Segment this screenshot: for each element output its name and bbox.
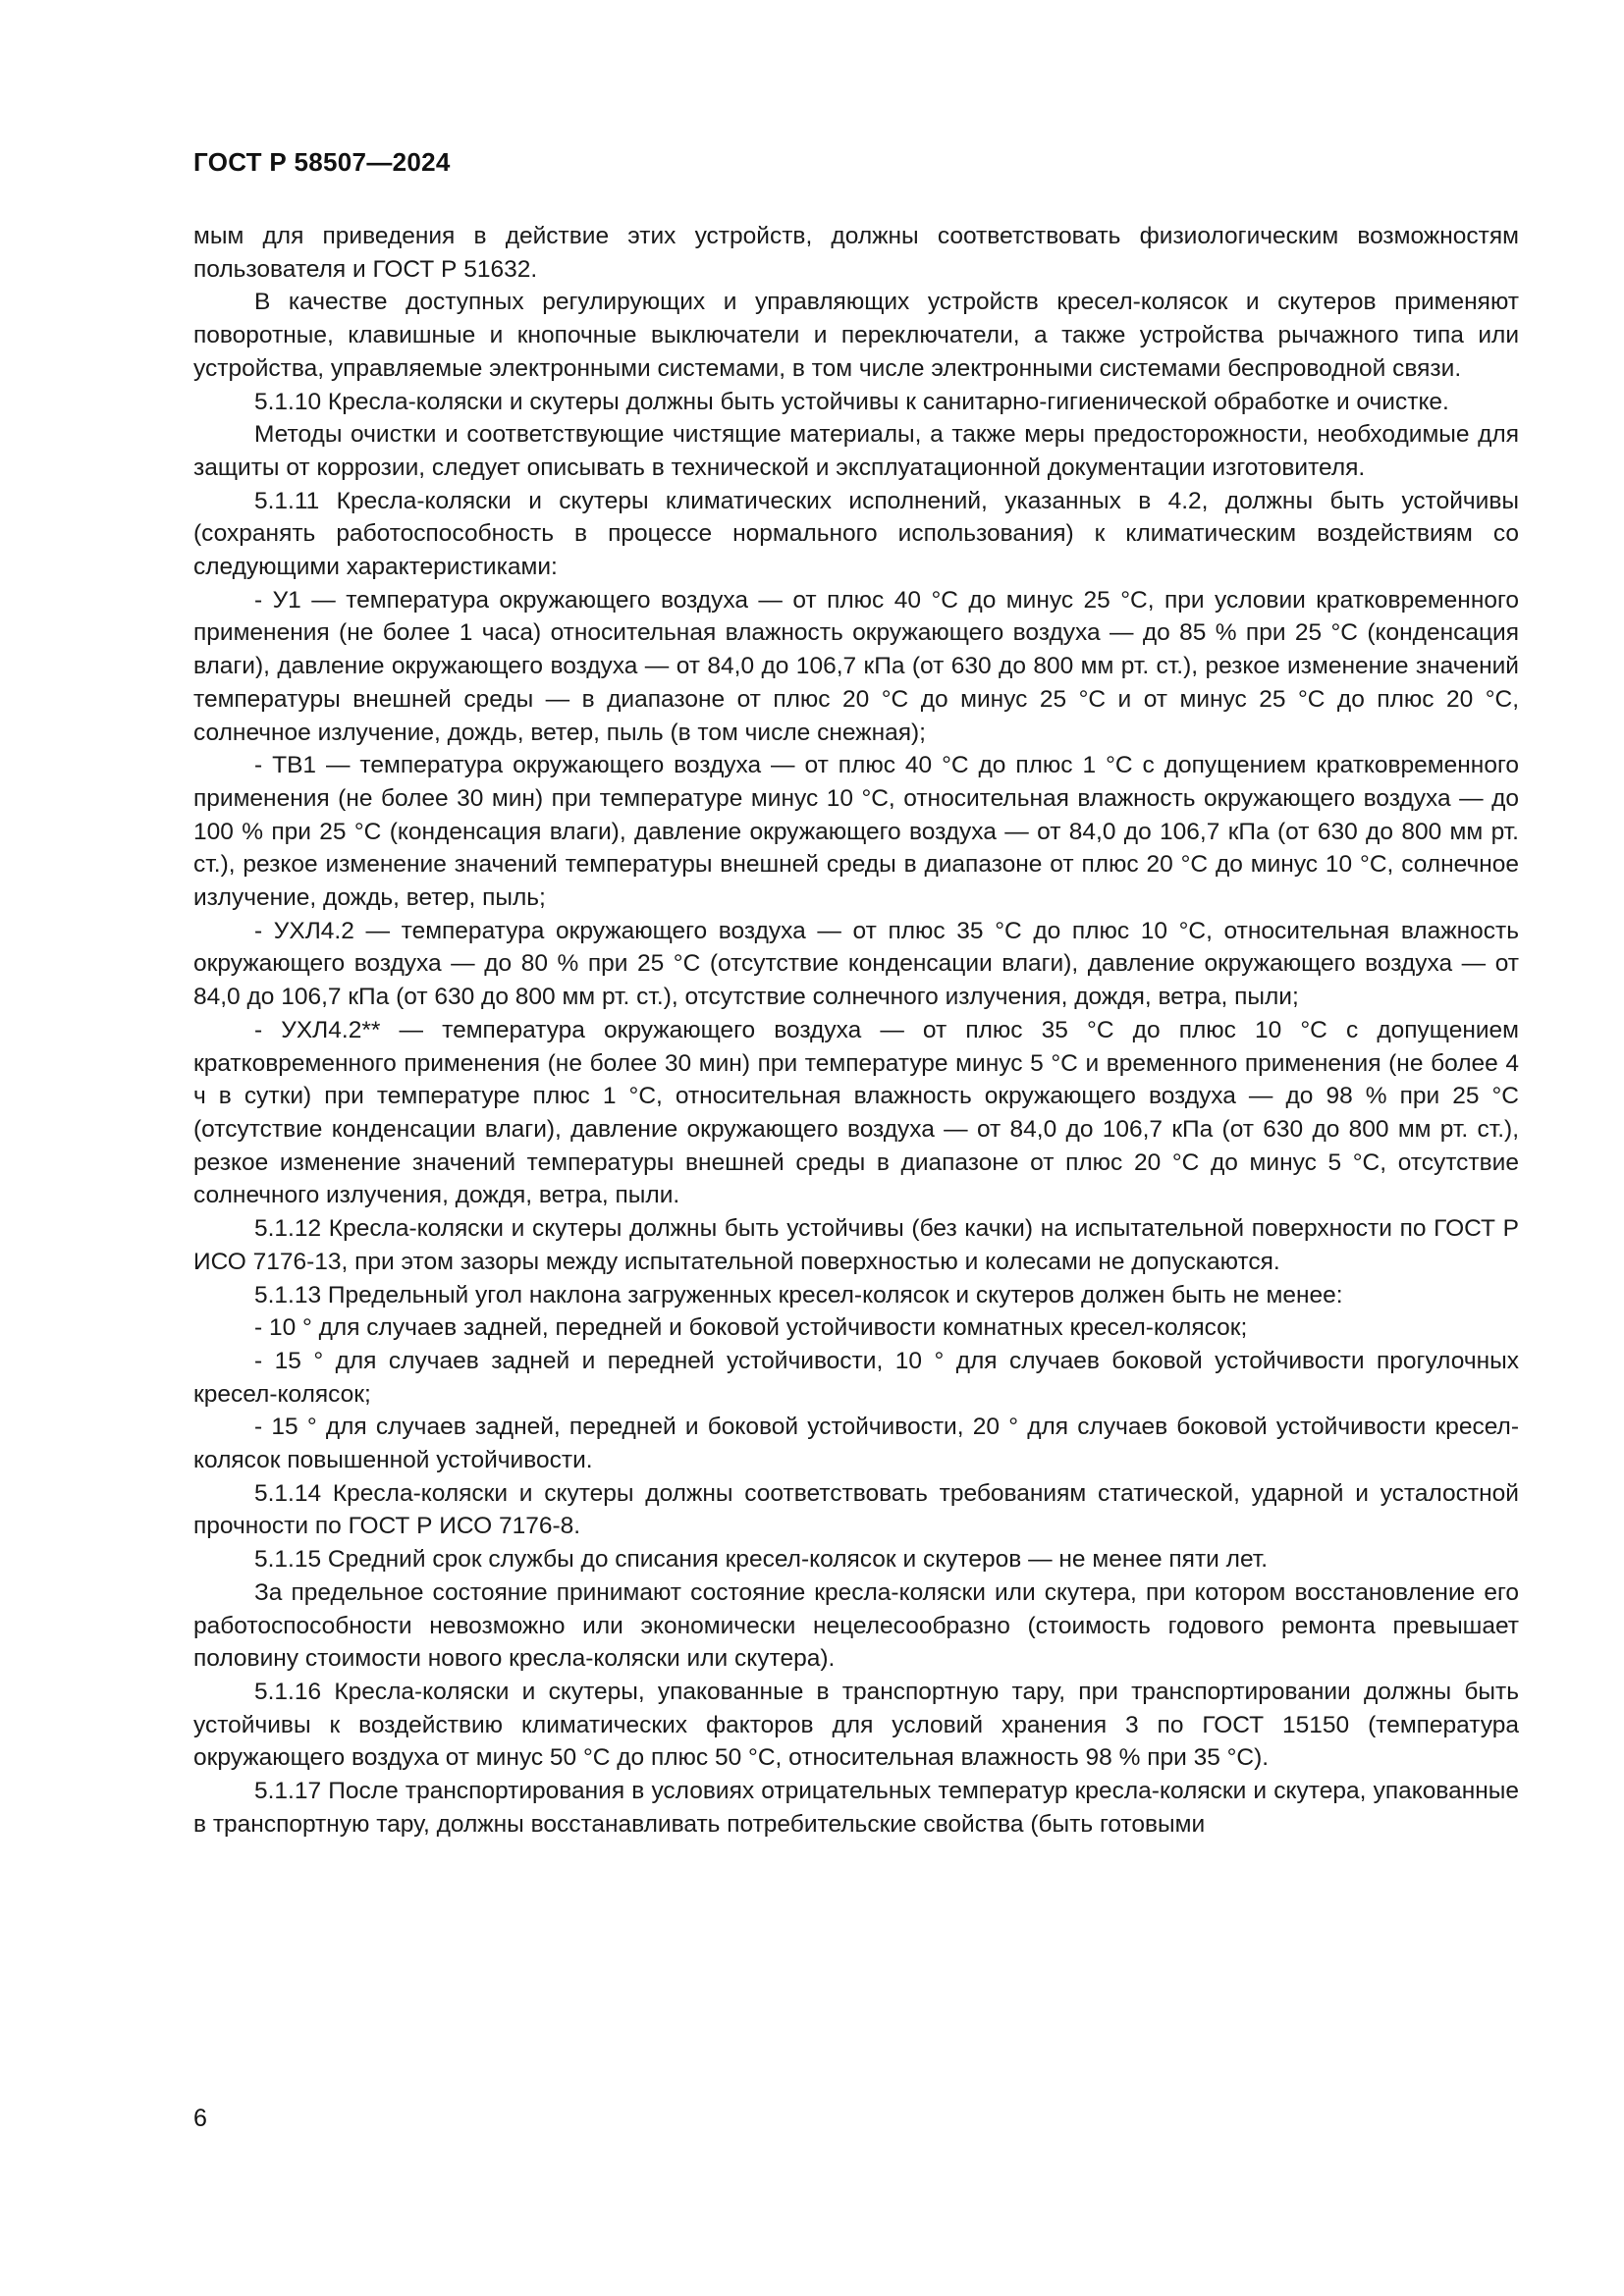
document-body bbox=[193, 220, 1519, 1841]
clause-5-1-16: 5.1.16 Кресла-коляски и скутеры, упакованные в транспортную тару, при транспортировании должны быть устойчивы к воздействию климатических факторов для условий хранения 3 по ГОСТ 15150 (температура окружающего воздуха от минус 50 °С до плюс 50 °С, относительная влажность 98 % при 35 °С). bbox=[193, 1678, 1519, 1772]
paragraph-continuation: мым для приведения в действие этих устройств, должны соответствовать физиологическим возможностям пользователя и ГОСТ Р 51632. bbox=[193, 223, 1519, 283]
clause-5-1-13: 5.1.13 Предельный угол наклона загруженных кресел-колясок и скутеров должен быть не менее: bbox=[254, 1281, 1343, 1308]
list-item-uhl4-2-star: - УХЛ4.2** — температура окружающего воздуха — от плюс 35 °С до плюс 10 °С с допущением кратковременного применения (не более 30 мин) при температуре минус 5 °С и временного применения (не более 4 ч в сутки) при температуре плюс 1 °С, относительная влажность окружающего воздуха — до 98 % при 25 °С (отсутствие конденсации влаги), давление окружающего воздуха — от 84,0 до 106,7 кПа (от 630 до 800 мм рт. ст.), резкое изменение значений температуры внешней среды в диапазоне от плюс 20 °С до минус 5 °С, отсутствие солнечного излучения, дождя, ветра, пыли. bbox=[193, 1016, 1519, 1209]
list-item-tv1: - ТВ1 — температура окружающего воздуха — от плюс 40 °С до плюс 1 °С с допущением кратковременного применения (не более 30 мин) при температуре минус 10 °С, относительная влажность окружающего воздуха — до 100 % при 25 °С (конденсация влаги), давление окружающего воздуха — от 84,0 до 106,7 кПа (от 630 до 800 мм рт. ст.), резкое изменение значений температуры внешней среды в диапазоне от плюс 20 °С до минус 10 °С, солнечное излучение, дождь, ветер, пыль; bbox=[193, 752, 1519, 912]
list-item-uhl4-2: - УХЛ4.2 — температура окружающего воздуха — от плюс 35 °С до плюс 10 °С, относительная влажность окружающего воздуха — до 80 % при 25 °С (отсутствие конденсации влаги), давление окружающего воздуха — от 84,0 до 106,7 кПа (от 630 до 800 мм рт. ст.), отсутствие солнечного излучения, дождя, ветра, пыли; bbox=[193, 917, 1519, 1011]
list-item-outdoor: - 15 ° для случаев задней и передней устойчивости, 10 ° для случаев боковой устойчивости прогулочных кресел-колясок; bbox=[193, 1347, 1519, 1408]
clause-5-1-12: 5.1.12 Кресла-коляски и скутеры должны быть устойчивы (без качки) на испытательной поверхности по ГОСТ Р ИСО 7176-13, при этом зазоры между испытательной поверхностью и колесами не допускаются. bbox=[193, 1215, 1519, 1275]
list-item-high-stability: - 15 ° для случаев задней, передней и боковой устойчивости, 20 ° для случаев боковой устойчивости кресел-колясок повышенной устойчивости. bbox=[193, 1414, 1519, 1474]
clause-5-1-15: 5.1.15 Средний срок службы до списания кресел-колясок и скутеров — не менее пяти лет. bbox=[254, 1546, 1269, 1574]
clause-5-1-11: 5.1.11 Кресла-коляски и скутеры климатических исполнений, указанных в 4.2, должны быть устойчивы (сохранять работоспособность в процессе нормального использования) к климатическим воздействиям со следующими характеристиками: bbox=[193, 487, 1519, 581]
page-number: 6 bbox=[193, 2105, 207, 2132]
clause-5-1-14: 5.1.14 Кресла-коляски и скутеры должны соответствовать требованиям статической, ударной и усталостной прочности по ГОСТ Р ИСО 7176-8. bbox=[193, 1479, 1519, 1540]
clause-5-1-17: 5.1.17 После транспортирования в условиях отрицательных температур кресла-коляски и скутера, упакованные в транспортную тару, должны восстанавливать потребительские свойства (быть готовыми bbox=[193, 1778, 1519, 1838]
paragraph-cleaning-methods: Методы очистки и соответствующие чистящие материалы, а также меры предосторожности, необходимые для защиты от коррозии, следует описывать в технической и эксплуатационной документации изготовителя. bbox=[193, 421, 1519, 481]
document-header: ГОСТ Р 58507—2024 bbox=[193, 147, 451, 177]
paragraph-limit-state: За предельное состояние принимают состояние кресла-коляски или скутера, при котором восстановление его работоспособности невозможно или экономически нецелесообразно (стоимость годового ремонта превышает половину стоимости нового кресла-коляски или скутера). bbox=[193, 1578, 1519, 1673]
paragraph-controls: В качестве доступных регулирующих и управляющих устройств кресел-колясок и скутеров применяют поворотные, клавишные и кнопочные выключатели и переключатели, а также устройства рычажного типа или устройства, управляемые электронными системами, в том числе электронными системами беспроводной связи. bbox=[193, 289, 1519, 382]
list-item-indoor: - 10 ° для случаев задней, передней и боковой устойчивости комнатных кресел-колясок; bbox=[254, 1314, 1248, 1342]
list-item-u1: - У1 — температура окружающего воздуха — от плюс 40 °С до минус 25 °С, при условии кратковременного применения (не более 1 часа) относительная влажность окружающего воздуха — до 85 % при 25 °С (конденсация влаги), давление окружающего воздуха — от 84,0 до 106,7 кПа (от 630 до 800 мм рт. ст.), резкое изменение значений температуры внешней среды — в диапазоне от плюс 20 °С до минус 25 °С и от минус 25 °С до плюс 20 °С, солнечное излучение, дождь, ветер, пыль (в том числе снежная); bbox=[193, 586, 1519, 746]
clause-5-1-10: 5.1.10 Кресла-коляски и скутеры должны быть устойчивы к санитарно-гигиенической обработке и очистке. bbox=[254, 388, 1449, 415]
